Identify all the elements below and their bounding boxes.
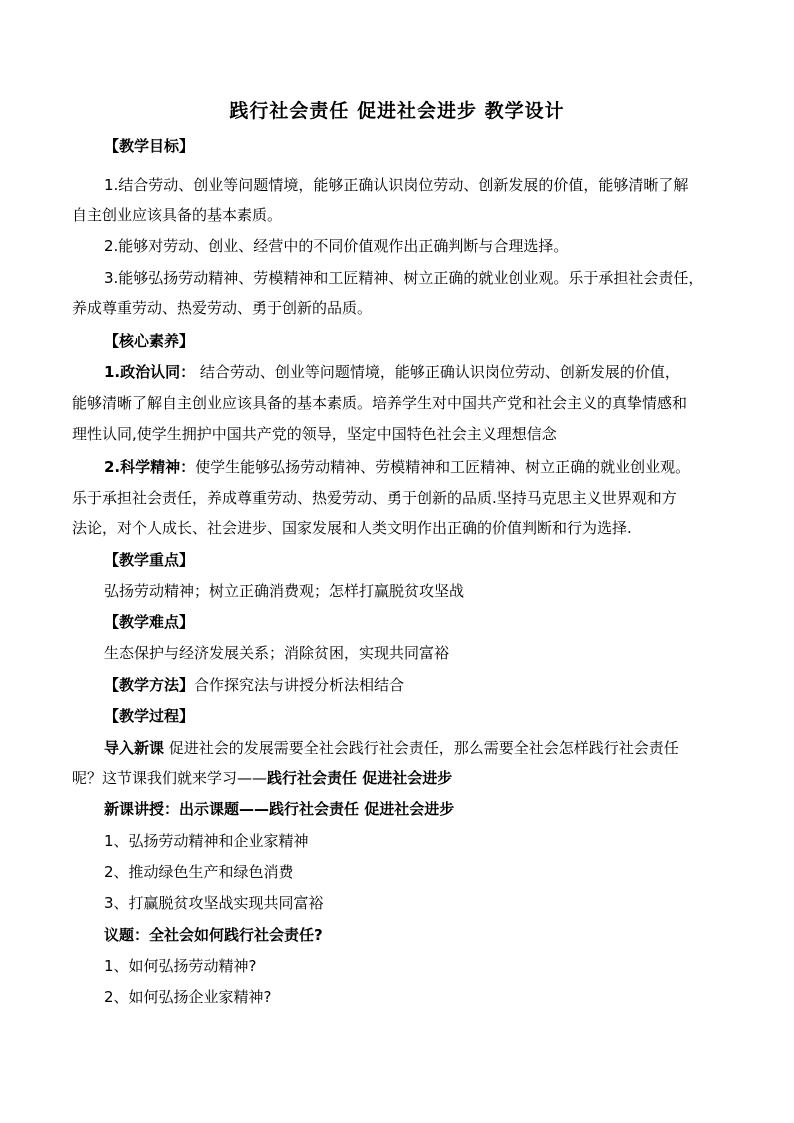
- list-item-1: 1、弘扬劳动精神和企业家精神: [104, 832, 309, 850]
- difficulty-text: 生态保护与经济发展关系；消除贫困，实现共同富裕: [104, 644, 450, 662]
- keypoints-heading: 【教学重点】: [104, 551, 195, 569]
- method-heading: 【教学方法】: [104, 676, 195, 694]
- keypoints-text: 弘扬劳动精神；树立正确消费观；怎样打赢脱贫攻坚战: [104, 582, 465, 600]
- literacy-item-1-cont-1: 能够清晰了解自主创业应该具备的基本素质。培养学生对中国共产党和社会主义的真挚情感和: [72, 394, 688, 412]
- literacy-item-1-label: 1.政治认同：: [104, 363, 196, 381]
- literacy-item-2-cont-2: 法论，对个人成长、社会进步、国家发展和人类文明作出正确的价值判断和行为选择.: [72, 519, 632, 537]
- literacy-item-1: [104, 362, 680, 382]
- literacy-item-2-cont-1: 乐于承担社会责任，养成尊重劳动、热爱劳动、勇于创新的品质.坚持马克思主义世界观和方: [72, 489, 677, 507]
- process-heading: 【教学过程】: [104, 707, 195, 725]
- objective-line-3: 3.能够弘扬劳动精神、劳模精神和工匠精神、树立正确的就业创业观。乐于承担社会责任，: [104, 269, 704, 287]
- list-item-2: 2、推动绿色生产和绿色消费: [104, 863, 294, 881]
- literacy-item-2: [104, 457, 690, 477]
- objective-line-1-cont: 自主创业应该具备的基本素质。: [72, 206, 283, 224]
- new-lesson-line: 新课讲授：出示课题——践行社会责任 促进社会进步: [104, 800, 455, 818]
- intro-cont-bold: 践行社会责任 促进社会进步: [267, 769, 453, 787]
- literacy-item-1-cont-2: 理性认同,使学生拥护中国共产党的领导，坚定中国特色社会主义理想信念: [72, 425, 557, 443]
- literacy-item-2-text: 使学生能够弘扬劳动精神、劳模精神和工匠精神、树立正确的就业创业观。: [195, 458, 691, 476]
- difficulty-heading: 【教学难点】: [104, 613, 195, 631]
- literacy-heading: 【核心素养】: [104, 332, 195, 350]
- intro-label: 导入新课: [104, 739, 165, 757]
- question-2: 2、如何弘扬企业家精神?: [104, 988, 272, 1006]
- question-1: 1、如何弘扬劳动精神?: [104, 957, 257, 975]
- objective-line-2: 2.能够对劳动、创业、经营中的不同价值观作出正确判断与合理选择。: [104, 237, 569, 255]
- method-line: [104, 675, 404, 695]
- objective-line-1: 1.结合劳动、创业等问题情境，能够正确认识岗位劳动、创新发展的价值，能够清晰了解: [104, 176, 689, 194]
- document-title: 践行社会责任 促进社会进步 教学设计: [229, 100, 565, 122]
- literacy-item-2-label: 2.科学精神：: [104, 458, 196, 476]
- list-item-3: 3、打赢脱贫攻坚战实现共同富裕: [104, 894, 324, 912]
- intro-cont-text: 呢？这节课我们就来学习——: [72, 769, 268, 787]
- literacy-item-1-text: 结合劳动、创业等问题情境，能够正确认识岗位劳动、创新发展的价值，: [195, 363, 680, 381]
- topic-line: 议题：全社会如何践行社会责任?: [104, 926, 323, 944]
- intro-cont-line: [72, 768, 452, 788]
- method-text: 合作探究法与讲授分析法相结合: [194, 676, 405, 694]
- objectives-heading: 【教学目标】: [104, 137, 195, 155]
- intro-text: 促进社会的发展需要全社会践行社会责任，那么需要全社会怎样践行社会责任: [168, 739, 679, 757]
- objective-line-3-cont: 养成尊重劳动、热爱劳动、勇于创新的品质。: [72, 299, 373, 317]
- intro-line: [104, 738, 679, 758]
